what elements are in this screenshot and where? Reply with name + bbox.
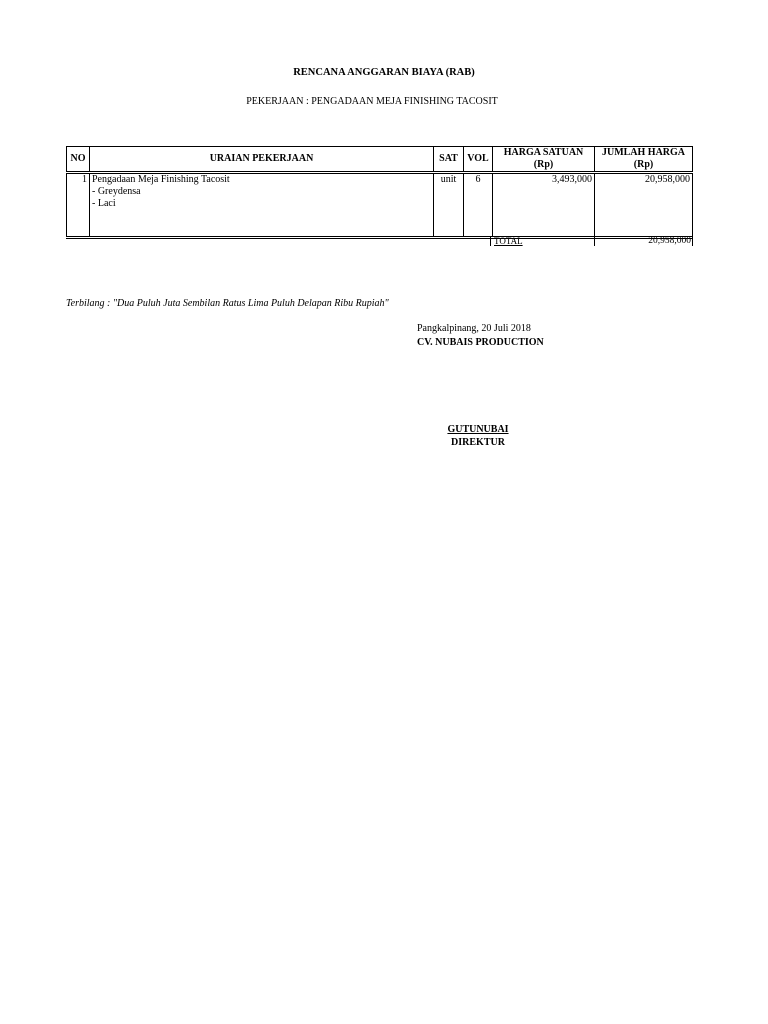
document-title: RENCANA ANGGARAN BIAYA (RAB) bbox=[293, 67, 475, 78]
row-harga-satuan: 3,493,000 bbox=[493, 173, 595, 238]
document-subtitle: PEKERJAAN : PENGADAAN MEJA FINISHING TACOSIT bbox=[246, 96, 498, 107]
signer-position: DIREKTUR bbox=[451, 437, 505, 448]
row-vol: 6 bbox=[464, 173, 493, 238]
terbilang-text: Terbilang : "Dua Puluh Juta Sembilan Ratus Lima Puluh Delapan Ribu Rupiah" bbox=[66, 298, 389, 309]
total-row bbox=[490, 236, 692, 249]
header-no: NO bbox=[67, 147, 90, 173]
row-uraian: Pengadaan Meja Finishing Tacosit bbox=[92, 174, 230, 185]
total-value: 20,958,000 bbox=[594, 236, 693, 246]
signer-name: GUTUNUBAI bbox=[447, 424, 509, 435]
header-uraian: URAIAN PEKERJAAN bbox=[90, 147, 434, 173]
place-date: Pangkalpinang, 20 Juli 2018 bbox=[417, 323, 531, 334]
header-sat: SAT bbox=[434, 147, 464, 173]
header-vol: VOL bbox=[464, 147, 493, 173]
table-row bbox=[67, 173, 693, 238]
row-sat: unit bbox=[434, 173, 464, 238]
row-no: 1 bbox=[67, 173, 90, 238]
row-sub-item: - Laci bbox=[92, 198, 116, 209]
row-sub-item: - Greydensa bbox=[92, 186, 141, 197]
header-jumlah-harga: JUMLAH HARGA (Rp) bbox=[595, 147, 693, 173]
row-jumlah-harga: 20,958,000 bbox=[595, 173, 693, 238]
company-name: CV. NUBAIS PRODUCTION bbox=[417, 337, 544, 348]
total-label: TOTAL bbox=[490, 236, 596, 246]
rab-table bbox=[66, 146, 693, 239]
table-header-row bbox=[67, 147, 693, 173]
row-uraian-cell bbox=[90, 173, 434, 238]
header-harga-satuan: HARGA SATUAN (Rp) bbox=[493, 147, 595, 173]
